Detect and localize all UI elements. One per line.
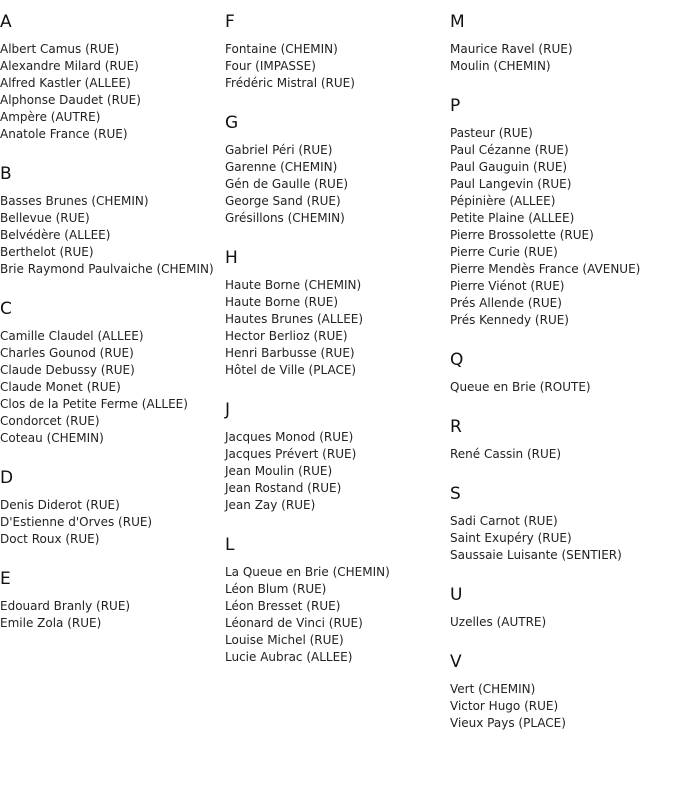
- street-item: Léon Blum (RUE): [225, 582, 327, 596]
- street-item: Berthelot (RUE): [0, 245, 94, 259]
- street-item: Pierre Mendès France (AVENUE): [450, 262, 641, 276]
- street-list: [450, 379, 675, 396]
- letter-section-l: [225, 534, 447, 666]
- letter-section-e: [0, 568, 222, 632]
- street-list: [225, 429, 447, 514]
- street-item: Alexandre Milard (RUE): [0, 59, 139, 73]
- street-item: Saussaie Luisante (SENTIER): [450, 548, 622, 562]
- letter-heading: M: [450, 12, 465, 32]
- street-list: [450, 681, 675, 732]
- street-item: Brie Raymond Paulvaiche (CHEMIN): [0, 262, 214, 276]
- street-item: Léonard de Vinci (RUE): [225, 616, 363, 630]
- street-item: Saint Exupéry (RUE): [450, 531, 572, 545]
- letter-heading: V: [450, 652, 462, 672]
- letter-section-g: [225, 112, 447, 227]
- letter-section-q: [450, 349, 675, 396]
- street-item: Jean Zay (RUE): [225, 498, 316, 512]
- street-item: Belvédère (ALLEE): [0, 228, 111, 242]
- street-item: D'Estienne d'Orves (RUE): [0, 515, 153, 529]
- letter-section-h: [225, 247, 447, 379]
- street-item: Basses Brunes (CHEMIN): [0, 194, 149, 208]
- street-item: Jacques Monod (RUE): [225, 430, 354, 444]
- letter-heading: E: [0, 569, 11, 589]
- street-item: Maurice Ravel (RUE): [450, 42, 573, 56]
- letter-heading: D: [0, 468, 14, 488]
- letter-section-r: [450, 416, 675, 463]
- street-item: Vert (CHEMIN): [450, 682, 536, 696]
- street-item: Léon Bresset (RUE): [225, 599, 341, 613]
- letter-section-d: [0, 467, 222, 548]
- street-list: [450, 41, 675, 75]
- street-item: Camille Claudel (ALLEE): [0, 329, 144, 343]
- street-list: [225, 564, 447, 666]
- letter-heading: J: [225, 400, 231, 420]
- street-item: Jean Rostand (RUE): [225, 481, 342, 495]
- street-item: Emile Zola (RUE): [0, 616, 102, 630]
- letter-section-a: [0, 11, 222, 143]
- index-column-1: [0, 11, 222, 652]
- street-item: Sadi Carnot (RUE): [450, 514, 558, 528]
- street-item: Fontaine (CHEMIN): [225, 42, 338, 56]
- street-list: [0, 193, 222, 278]
- street-item: Louise Michel (RUE): [225, 633, 344, 647]
- street-item: Alfred Kastler (ALLEE): [0, 76, 131, 90]
- index-column-3: [450, 11, 675, 752]
- street-item: La Queue en Brie (CHEMIN): [225, 565, 390, 579]
- street-item: Prés Kennedy (RUE): [450, 313, 569, 327]
- street-list: [0, 598, 222, 632]
- street-item: Claude Monet (RUE): [0, 380, 121, 394]
- street-item: Hôtel de Ville (PLACE): [225, 363, 357, 377]
- letter-section-s: [450, 483, 675, 564]
- street-item: Frédéric Mistral (RUE): [225, 76, 355, 90]
- street-list: [225, 142, 447, 227]
- letter-heading: Q: [450, 350, 464, 370]
- street-item: Albert Camus (RUE): [0, 42, 120, 56]
- street-item: Denis Diderot (RUE): [0, 498, 120, 512]
- street-list: [450, 446, 675, 463]
- letter-section-c: [0, 298, 222, 447]
- street-item: Pierre Curie (RUE): [450, 245, 558, 259]
- street-item: Uzelles (AUTRE): [450, 615, 547, 629]
- letter-heading: U: [450, 585, 463, 605]
- street-item: Ampère (AUTRE): [0, 110, 101, 124]
- street-item: Garenne (CHEMIN): [225, 160, 338, 174]
- street-item: Paul Gauguin (RUE): [450, 160, 568, 174]
- street-item: Claude Debussy (RUE): [0, 363, 135, 377]
- street-item: George Sand (RUE): [225, 194, 341, 208]
- street-item: Moulin (CHEMIN): [450, 59, 551, 73]
- street-list: [225, 41, 447, 92]
- street-item: Doct Roux (RUE): [0, 532, 100, 546]
- street-item: Henri Barbusse (RUE): [225, 346, 355, 360]
- street-item: Paul Cézanne (RUE): [450, 143, 569, 157]
- street-list: [0, 497, 222, 548]
- street-item: Alphonse Daudet (RUE): [0, 93, 141, 107]
- street-list: [0, 41, 222, 143]
- street-item: Queue en Brie (ROUTE): [450, 380, 591, 394]
- street-item: Paul Langevin (RUE): [450, 177, 572, 191]
- street-item: Hector Berlioz (RUE): [225, 329, 348, 343]
- street-item: Clos de la Petite Ferme (ALLEE): [0, 397, 188, 411]
- letter-heading: R: [450, 417, 462, 437]
- street-list: [450, 513, 675, 564]
- street-list: [225, 277, 447, 379]
- street-item: Hautes Brunes (ALLEE): [225, 312, 364, 326]
- street-item: Pierre Brossolette (RUE): [450, 228, 594, 242]
- letter-section-p: [450, 95, 675, 329]
- street-list: [450, 125, 675, 329]
- street-item: Anatole France (RUE): [0, 127, 128, 141]
- street-item: Bellevue (RUE): [0, 211, 90, 225]
- street-list: [0, 328, 222, 447]
- letter-heading: C: [0, 299, 12, 319]
- street-item: Pasteur (RUE): [450, 126, 533, 140]
- letter-section-b: [0, 163, 222, 278]
- index-column-2: [225, 11, 447, 686]
- letter-heading: G: [225, 113, 239, 133]
- letter-heading: S: [450, 484, 461, 504]
- letter-section-f: [225, 11, 447, 92]
- letter-section-m: [450, 11, 675, 75]
- street-item: Pierre Viénot (RUE): [450, 279, 565, 293]
- letter-section-v: [450, 651, 675, 732]
- street-item: Haute Borne (CHEMIN): [225, 278, 362, 292]
- letter-heading: P: [450, 96, 461, 116]
- letter-heading: A: [0, 12, 12, 32]
- letter-heading: B: [0, 164, 12, 184]
- street-item: Four (IMPASSE): [225, 59, 316, 73]
- street-list: [450, 614, 675, 631]
- street-item: Lucie Aubrac (ALLEE): [225, 650, 353, 664]
- street-item: Coteau (CHEMIN): [0, 431, 104, 445]
- street-item: Charles Gounod (RUE): [0, 346, 134, 360]
- street-item: Pépinière (ALLEE): [450, 194, 556, 208]
- street-item: Haute Borne (RUE): [225, 295, 339, 309]
- street-item: Grésillons (CHEMIN): [225, 211, 345, 225]
- street-item: Vieux Pays (PLACE): [450, 716, 566, 730]
- street-item: Edouard Branly (RUE): [0, 599, 131, 613]
- street-item: Jean Moulin (RUE): [225, 464, 333, 478]
- street-item: Petite Plaine (ALLEE): [450, 211, 575, 225]
- street-item: Gabriel Péri (RUE): [225, 143, 333, 157]
- letter-section-u: [450, 584, 675, 631]
- street-item: Victor Hugo (RUE): [450, 699, 559, 713]
- street-item: Condorcet (RUE): [0, 414, 100, 428]
- letter-heading: H: [225, 248, 238, 268]
- street-item: Prés Allende (RUE): [450, 296, 562, 310]
- letter-section-j: [225, 399, 447, 514]
- street-item: Jacques Prévert (RUE): [225, 447, 357, 461]
- letter-heading: F: [225, 12, 235, 32]
- street-item: Gén de Gaulle (RUE): [225, 177, 349, 191]
- letter-heading: L: [225, 535, 235, 555]
- street-item: René Cassin (RUE): [450, 447, 562, 461]
